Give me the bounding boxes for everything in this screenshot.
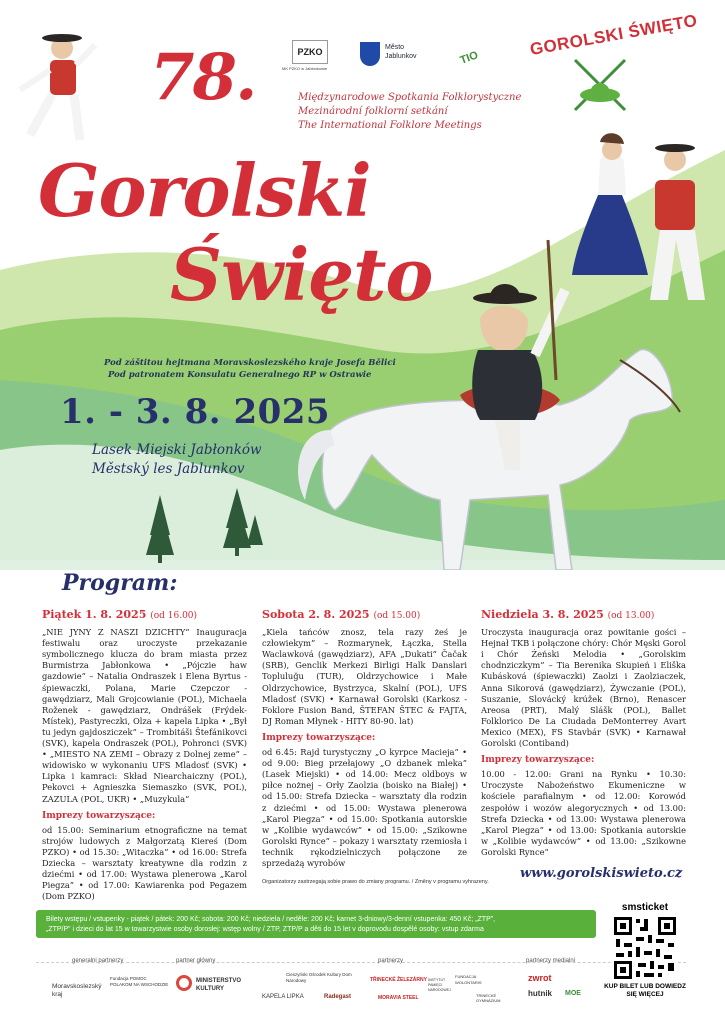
patron-line-1: Pod záštitou hejtmana Moravskoslezského kraje Josefa Bělici: [104, 358, 396, 368]
ministry-logo-icon: [176, 975, 192, 991]
subtitle-czech: Mezinárodní folklorní setkání: [298, 106, 448, 117]
tio-logo: TIO: [458, 49, 480, 67]
subtitle-english: The International Folklore Meetings: [298, 120, 482, 131]
title-line-1: Gorolski: [38, 148, 371, 233]
title-line-2: Święto: [170, 232, 433, 317]
sunday-column: [481, 609, 686, 858]
venue-czech: Městský les Jablunkov: [92, 461, 245, 477]
venue-polish: Lasek Miejski Jabłonków: [92, 442, 262, 458]
partner-trinecke: TŘINECKÉ ŽELEZÁRNY: [370, 977, 427, 983]
partner-moravskoslezsky: Moravskoslezský kraj: [52, 983, 102, 998]
patron-line-2: Pod patronatem Konsulatu Generalnego RP w Ostrawie: [108, 370, 372, 380]
sunday-day: Niedziela 3. 8. 2025: [481, 608, 604, 621]
edition-number: 78.: [150, 40, 256, 115]
program-heading: Program:: [62, 570, 178, 596]
partner-kapela-lipka: KAPELA LIPKA: [262, 994, 304, 1000]
sunday-main-program: Uroczysta inauguracja oraz powitanie gości – Hejnał TKB i połączone chóry: Chór Męski Gorol i Chór Żeński Melodia • „Gorolskim chodnziczkym” – Tia Berenika Skupień i Eliška Kubásková (śpiewaczki) Zaolzi i Zaolziaczek, Anna Sikorová (gawędziarz), Żywczanie (POL), Suszanie, Slovácký krúžek (Brno), Renascer Areosa (PRT), Malý Slášk (POL), Ballet Folklorico De La Ciudada DeMonterrey Avart Mexico (MEX), FS Stavbár (SVK) • Karnawał Gorolski (Contiband): [481, 627, 686, 749]
friday-side-heading: Imprezy towarzyszące:: [42, 810, 156, 821]
ticket-info-bar: [36, 910, 596, 938]
friday-day: Piątek 1. 8. 2025: [42, 608, 147, 621]
partner-wolontaris: FUNDACJA WOLONTARIS: [455, 974, 482, 985]
media-hutnik: hutnik: [528, 989, 552, 998]
ticket-free-entry: „ZTP/P” i dzieci do lat 15 w towarzystwie osoby dorosłej: wstęp wolny / ZTP, ZTP/P a děti do 15 let v doprovodu dospělé osoby: vstup zdarma: [46, 926, 484, 933]
friday-column: [42, 609, 247, 902]
media-partners-title: partnerzy medialni: [526, 958, 576, 964]
subtitle-block: [298, 91, 521, 133]
media-zwrot: zwrot: [528, 973, 552, 983]
festival-dates: 1. - 3. 8. 2025: [60, 392, 331, 432]
partner-ministerstvo: MINISTERSTVO KULTURY: [196, 978, 242, 992]
sunday-side-program: 10.00 - 12.00: Grani na Rynku • 10.30: Uroczyste Nabożeństwo Ekumeniczne w kościele parafialnym • od 12.00: Korowód zespołów i wozów alegorycznych • od 13.00: Strefa Dziecka • od 13.00: Wystawa plenerowa „Karol Piegza” • od 13.00: Spotkania autorskie w „Kolibie wydawców” • od 13.00: „Szikowne Gorolski Rynce”: [481, 769, 686, 857]
website-link[interactable]: www.gorolskiswieto.cz: [520, 866, 683, 881]
saturday-side-program: od 6.45: Rajd turystyczny „O kyrpce Macieja” • od 9.00: Bieg przełajowy „O dzbanek mleka” (Lasek Miejski) • od 14.00: Mecz oldboys w piłce nożnej – Orły Zaolzia (boisko na Białej) • od 15.00: Strefa Dziecka – warsztaty dla rodzin z dziećmi • od 15.00: Wystawa plenerowa „Karol Piegza” • od 15.00: Spotkania autorskie w „Kolibie wydawców” • od 15.00: „Szikowne Gorolski Rynce” – pokazy i warsztaty rzemiosła i technik rękodzielniczych połączone ze sprzedażą wyrobów: [262, 747, 467, 868]
program-change-note: Organizatorzy zastrzegają sobie prawo do zmiany programu. / Změny v programu vyhrazeny.: [262, 879, 489, 885]
friday-time: (od 16.00): [150, 611, 198, 621]
partner-gymnazium: TRINECKÉ GYMNÁZIUM: [476, 993, 501, 1003]
partner-fundacja: Fundacja POMOC POLAKOM NA WSCHODZIE: [110, 976, 169, 987]
media-moe: MOE: [565, 990, 581, 997]
smsticket-box[interactable]: [604, 902, 686, 999]
partner-moravia-steel: MORAVIA STEEL: [378, 995, 419, 1001]
saturday-side-heading: Imprezy towarzyszące:: [262, 732, 376, 743]
saturday-day-heading: [262, 609, 467, 622]
pzko-logo-text: PZKO: [297, 47, 323, 57]
partner-radegast: Radegast: [324, 994, 352, 1000]
city-crest-icon: [360, 42, 380, 66]
partner-cok: Cieszyński Ośrodek Kultury Dom Narodowy: [286, 972, 352, 983]
subtitle-polish: Międzynarodowe Spotkania Folklorystyczne: [298, 92, 522, 103]
venue-block: [92, 441, 262, 479]
brand-wordmark: GOROLSKI ŚWIĘTO: [528, 10, 699, 60]
friday-side-program: od 15.00: Seminarium etnograficzne na temat strojów ludowych z Małgorzatą Kiereś (Dom PZKO) • od 15.30: „Witaczka” • od 16.00: Strefa Dziecka – warsztaty kreatywne dla rodzin z dziećmi • od 17.00: Wystawa plenerowa „Karol Piegza” • od 17.00: Kawiarenka pod Pegazem (Dom PZKO): [42, 824, 247, 902]
partners-title: partnerzy: [378, 958, 404, 964]
smsticket-caption: KUP BILET LUB DOWIEDZ SIĘ WIĘCEJ: [604, 983, 686, 998]
partner-ipn: INSTYTUT PAMIĘCI NARODOWEJ: [428, 978, 451, 992]
friday-day-heading: [42, 609, 247, 622]
friday-main-program: „NIE JYNY Z NASZI DZICHTY” Inauguracja festiwalu oraz uroczyste przekazanie symbolicznego klucza do bram miasta przez Burmistrza Jabłonkowa • „Pójczie haw gazdowie” – Natalia Ondraszek i Elena Byrtus - śpiewaczki, Polana, Marie Czepczor - gawędziarz, Mali Grojcowianie (POL), Michaela Roženek - gawędziarz, Ondrášek (Frýdek-Místek), Pastyreczki, Olza + kapela Lipka • „Był tu jedyn gajdosziczek” – Trombitáši Štefánikovci (SVK), kapela Ondraszek (POL), Pohronci (SVK) • „MIESTO NA ZEMI – Obrazy z Dolnej zeme” – widowisko w wykonaniu UFS Mladosť (SVK) • Lipka i kamraci: Skład Niearchaiczny (POL), Pekovci + Agnieszka Siemaszko (SVK, POL), ZAZULA (POL, UKR) • „Muzykula”: [42, 627, 247, 804]
city-logo-text: Město Jablunkov: [385, 44, 417, 60]
sunday-time: (od 13.00): [607, 611, 655, 621]
saturday-column: [262, 609, 467, 869]
pzko-logo: [292, 40, 328, 64]
partner-divider: [36, 962, 686, 963]
qr-code-icon[interactable]: [612, 915, 678, 981]
pzko-logo-caption: MK PZKO w Jabłonkowie: [282, 66, 328, 71]
smsticket-logo: smsticket: [621, 902, 669, 913]
brand-emblem: [575, 60, 625, 110]
saturday-main-program: „Kiela tańców znosz, tela razy żeś je człowiekym” – Rozmarynek, Łączka, Stella Waclawková (gawędziarz), AFA „Dukati” Čačak (SRB), Genclik Merkezi Birligi Halk Danslari Topluluğu (TUR), Oldrzychowice i Małe Oldrzychowice, Bystrzyca, Skalní (POL), UFS Mladosť (SVK) • Karnawał Gorolski (Karkosz - Foklore Fusion Band, ŠTEFAN ŠTEC & FAJTA, DJ Roman Młynek - HITY 80-90. lat): [262, 627, 467, 726]
main-partner-title: partner główny: [176, 958, 216, 964]
sunday-side-heading: Imprezy towarzyszące:: [481, 755, 595, 766]
sunday-day-heading: [481, 609, 686, 622]
jumping-dancer: [20, 34, 95, 140]
general-partners-title: generalni partnerzy: [72, 958, 124, 964]
saturday-day: Sobota 2. 8. 2025: [262, 608, 370, 621]
patronage-block: [104, 357, 396, 381]
saturday-time: (od 15.00): [373, 611, 421, 621]
ticket-prices: Bilety wstępu / vstupenky - piątek / pátek: 200 Kč; sobota: 200 Kč; niedziela / neděle: 200 Kč; karnet 3-dniowy/3-denní vstupenka: 450 Kč; „ZTP”,: [46, 916, 496, 923]
